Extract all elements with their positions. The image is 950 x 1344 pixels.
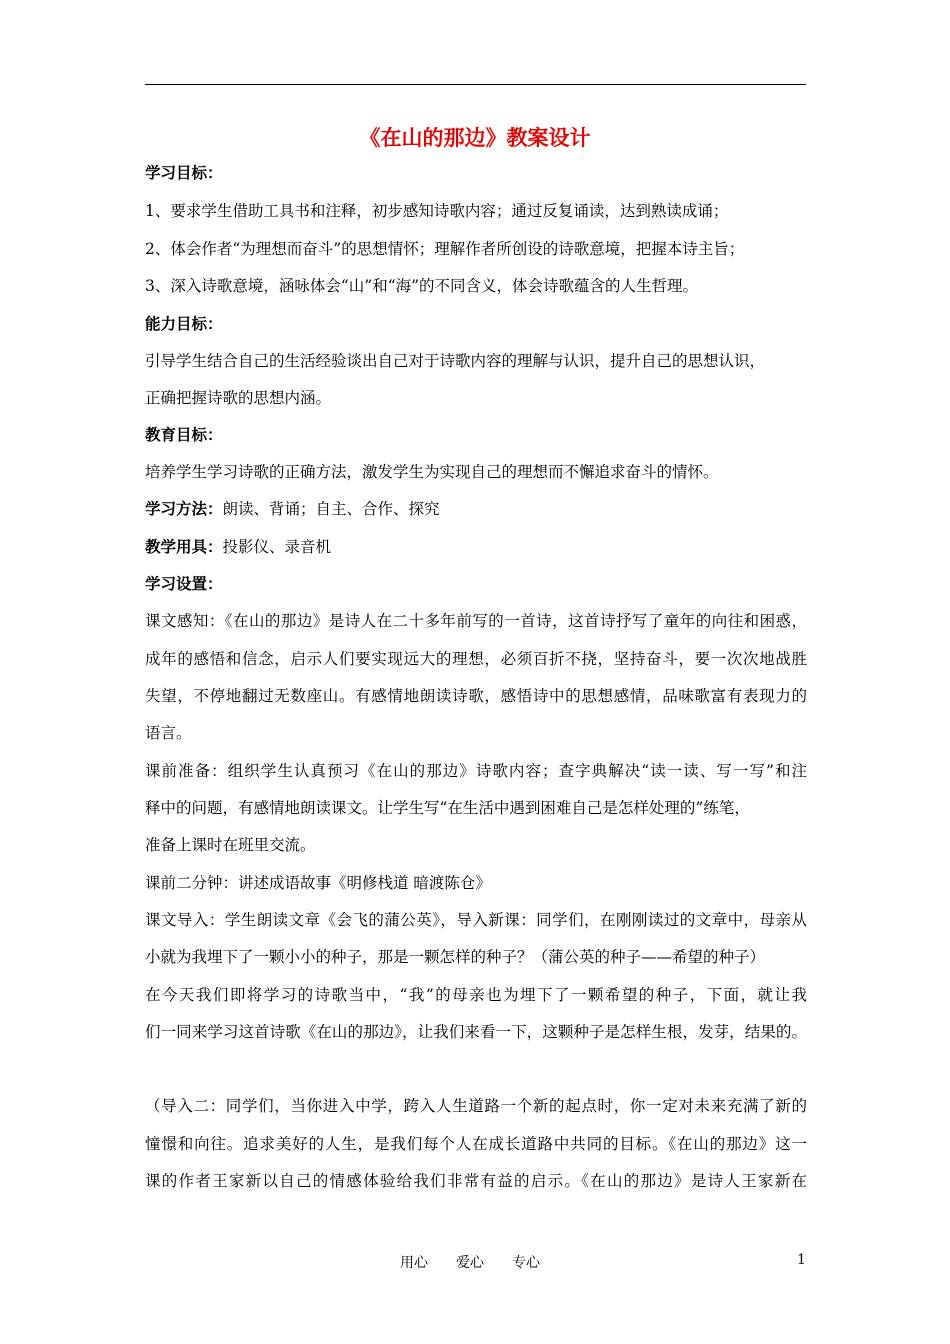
preparation-line-3: 准备上课时在班里交流。 — [145, 836, 316, 854]
intro2-line-3: 课的作者王家新以自己的情感体验给我们非常有益的启示。《在山的那边》是诗人王家新在 — [145, 1172, 807, 1190]
study-goal-1: 1、要求学生借助工具书和注释，初步感知诗歌内容；通过反复诵读，达到熟读成诵； — [145, 202, 729, 220]
ability-goal-line-1: 引导学生结合自己的生活经验谈出自己对于诗歌内容的理解与认识，提升自己的思想认识， — [145, 352, 766, 370]
page-number: 1 — [797, 1252, 806, 1268]
study-goal-2: 2、体会作者“为理想而奋斗”的思想情怀；理解作者所创设的诗歌意境，把握本诗主旨； — [145, 240, 745, 258]
teaching-tools-text: 投影仪、录音机 — [222, 538, 332, 556]
perception-line-2: 成年的感悟和信念，启示人们要实现远大的理想，必须百折不挠，坚持奋斗，要一次次地战胜 — [145, 650, 807, 668]
study-method-heading: 学习方法： — [145, 500, 223, 518]
intro-line-3: 在今天我们即将学习的诗歌当中，“我”的母亲也为埋下了一颗希望的种子，下面，就让我 — [145, 986, 807, 1004]
study-method-row — [145, 498, 825, 520]
perception-line-3: 失望，不停地翻过无数座山。有感情地朗读诗歌，感悟诗中的思想感情，品味歌富有表现力的 — [145, 687, 807, 705]
intro2-line-2: 憧憬和向往。追求美好的人生，是我们每个人在成长道路中共同的目标。《在山的那边》这一 — [145, 1135, 807, 1153]
perception-line-4: 语言。 — [145, 724, 192, 742]
header-rule — [145, 84, 806, 85]
intro-line-2: 小就为我埋下了一颗小小的种子，那是一颗怎样的种子？（蒲公英的种子——希望的种子） — [145, 948, 766, 966]
preparation-line-1: 课前准备：组织学生认真预习《在山的那边》诗歌内容；查字典解决“读一读、写一写”和注 — [145, 762, 807, 780]
footer-motto — [400, 1252, 568, 1272]
ability-goal-line-2: 正确把握诗歌的思想内涵。 — [145, 389, 332, 407]
two-minutes-line: 课前二分钟：讲述成语故事《明修栈道 暗渡陈仓》 — [145, 874, 491, 892]
footer-motto-1: 用心 — [400, 1255, 428, 1271]
ability-goals-heading: 能力目标： — [145, 315, 223, 333]
study-goal-3: 3、深入诗歌意境，涵咏体会“山”和“海”的不同含义，体会诗歌蕴含的人生哲理。 — [145, 277, 699, 295]
intro2-line-1: （导入二：同学们，当你进入中学，跨入人生道路一个新的起点时，你一定对未来充满了新的 — [145, 1097, 807, 1115]
document-title: 《在山的那边》教案设计 — [359, 126, 591, 150]
perception-line-1: 课文感知：《在山的那边》是诗人在二十多年前写的一首诗，这首诗抒写了童年的向往和困惑， — [145, 612, 807, 630]
teaching-tools-heading: 教学用具： — [145, 538, 223, 556]
preparation-line-2: 释中的问题，有感情地朗读课文。让学生写“在生活中遇到困难自己是怎样处理的”练笔， — [145, 799, 750, 817]
study-setup-heading: 学习设置： — [145, 575, 223, 593]
study-goals-heading: 学习目标： — [145, 164, 223, 182]
teaching-tools-row — [145, 536, 825, 558]
education-goal-line-1: 培养学生学习诗歌的正确方法，激发学生为实现自己的理想而不懈追求奋斗的情怀。 — [145, 463, 719, 481]
footer-motto-2: 爱心 — [456, 1255, 484, 1271]
education-goals-heading: 教育目标： — [145, 426, 223, 444]
footer-motto-3: 专心 — [512, 1255, 540, 1271]
intro-line-1: 课文导入：学生朗读文章《会飞的蒲公英》，导入新课：同学们，在刚刚读过的文章中，母亲从 — [145, 911, 807, 929]
intro-line-4: 们一同来学习这首诗歌《在山的那边》，让我们来看一下，这颗种子是怎样生根，发芽，结果的。 — [145, 1023, 807, 1041]
study-method-text: 朗读、背诵；自主、合作、探究 — [222, 500, 440, 518]
